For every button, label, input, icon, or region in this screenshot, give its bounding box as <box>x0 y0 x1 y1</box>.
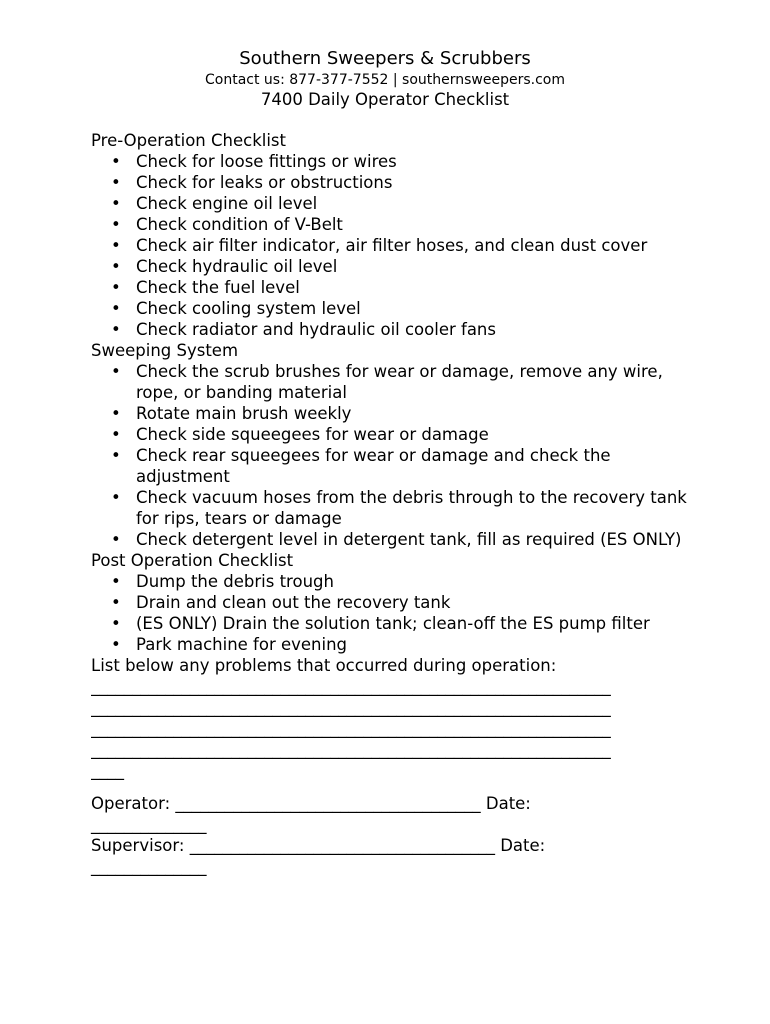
item-text: Drain and clean out the recovery tank <box>136 593 451 612</box>
list-item <box>91 634 691 655</box>
list-item <box>91 235 691 256</box>
list-item <box>91 424 691 445</box>
item-text: Check rear squeegees for wear or damage and check the adjustment <box>136 446 611 486</box>
bullet-icon: • <box>111 299 121 318</box>
problems-line[interactable]: _______________________________________________________________ <box>91 740 611 759</box>
section-title: Post Operation Checklist <box>91 551 294 570</box>
operator-date-field[interactable]: ______________ <box>91 815 207 834</box>
list-item <box>91 571 691 592</box>
bullet-icon: • <box>111 635 121 654</box>
list-item <box>91 193 691 214</box>
problems-section <box>91 655 691 781</box>
supervisor-row <box>91 835 691 856</box>
item-text: Check for loose fittings or wires <box>136 152 397 171</box>
bullet-icon: • <box>111 236 121 255</box>
list-item <box>91 256 691 277</box>
list-item <box>91 298 691 319</box>
bullet-icon: • <box>111 362 121 381</box>
item-text: Check air filter indicator, air filter hoses, and clean dust cover <box>136 236 648 255</box>
bullet-icon: • <box>111 278 121 297</box>
bullet-icon: • <box>111 215 121 234</box>
section-title: Sweeping System <box>91 341 239 360</box>
bullet-icon: • <box>111 446 121 465</box>
supervisor-signature-block <box>91 835 691 877</box>
bullet-icon: • <box>111 404 121 423</box>
document-body <box>91 130 691 877</box>
operator-row <box>91 793 691 814</box>
item-text: Check radiator and hydraulic oil cooler fans <box>136 320 496 339</box>
list-item <box>91 529 691 550</box>
item-text: Park machine for evening <box>136 635 348 654</box>
section-title: Pre-Operation Checklist <box>91 131 286 150</box>
list-item <box>91 445 691 487</box>
list-item <box>91 613 691 634</box>
list-item <box>91 319 691 340</box>
bullet-icon: • <box>111 173 121 192</box>
operator-signature-block <box>91 793 691 835</box>
checklist-items <box>91 571 691 655</box>
operator-date-label: Date: <box>485 794 531 813</box>
item-text: Check hydraulic oil level <box>136 257 338 276</box>
item-text: Dump the debris trough <box>136 572 334 591</box>
list-item <box>91 592 691 613</box>
problems-line[interactable]: _______________________________________________________________ <box>91 698 611 717</box>
document-title: 7400 Daily Operator Checklist <box>260 90 510 109</box>
document-header <box>0 47 770 111</box>
problems-label: List below any problems that occurred during operation: <box>91 656 557 675</box>
checklist-items <box>91 361 691 550</box>
company-name: Southern Sweepers & Scrubbers <box>239 48 531 69</box>
problems-line[interactable]: _______________________________________________________________ <box>91 677 611 696</box>
pre-operation-section <box>91 130 691 340</box>
supervisor-label: Supervisor: <box>91 836 185 855</box>
list-item <box>91 403 691 424</box>
bullet-icon: • <box>111 593 121 612</box>
bullet-icon: • <box>111 257 121 276</box>
item-text: Check detergent level in detergent tank, fill as required (ES ONLY) <box>136 530 682 549</box>
bullet-icon: • <box>111 194 121 213</box>
supervisor-date-label: Date: <box>500 836 546 855</box>
bullet-icon: • <box>111 425 121 444</box>
operator-signature-field[interactable]: _____________________________________ <box>175 794 481 813</box>
item-text: (ES ONLY) Drain the solution tank; clean-off the ES pump filter <box>136 614 650 633</box>
list-item <box>91 487 691 529</box>
item-text: Check the fuel level <box>136 278 300 297</box>
item-text: Rotate main brush weekly <box>136 404 352 423</box>
bullet-icon: • <box>111 152 121 171</box>
operator-label: Operator: <box>91 794 171 813</box>
item-text: Check for leaks or obstructions <box>136 173 393 192</box>
bullet-icon: • <box>111 614 121 633</box>
item-text: Check engine oil level <box>136 194 318 213</box>
bullet-icon: • <box>111 488 121 507</box>
item-text: Check vacuum hoses from the debris through to the recovery tank for rips, tears or damage <box>136 488 687 528</box>
contact-info: Contact us: 877-377-7552 | southernsweepers.com <box>204 72 565 88</box>
bullet-icon: • <box>111 530 121 549</box>
bullet-icon: • <box>111 320 121 339</box>
sweeping-system-section <box>91 340 691 550</box>
checklist-items <box>91 151 691 340</box>
problems-line[interactable]: ____ <box>91 761 124 780</box>
supervisor-date-field[interactable]: ______________ <box>91 857 207 876</box>
bullet-icon: • <box>111 572 121 591</box>
list-item <box>91 361 691 403</box>
list-item <box>91 277 691 298</box>
item-text: Check cooling system level <box>136 299 361 318</box>
list-item <box>91 214 691 235</box>
list-item <box>91 172 691 193</box>
list-item <box>91 151 691 172</box>
supervisor-signature-field[interactable]: _____________________________________ <box>189 836 495 855</box>
item-text: Check the scrub brushes for wear or damage, remove any wire, rope, or banding material <box>136 362 663 402</box>
post-operation-section <box>91 550 691 655</box>
problems-line[interactable]: _______________________________________________________________ <box>91 719 611 738</box>
item-text: Check side squeegees for wear or damage <box>136 425 489 444</box>
item-text: Check condition of V-Belt <box>136 215 343 234</box>
